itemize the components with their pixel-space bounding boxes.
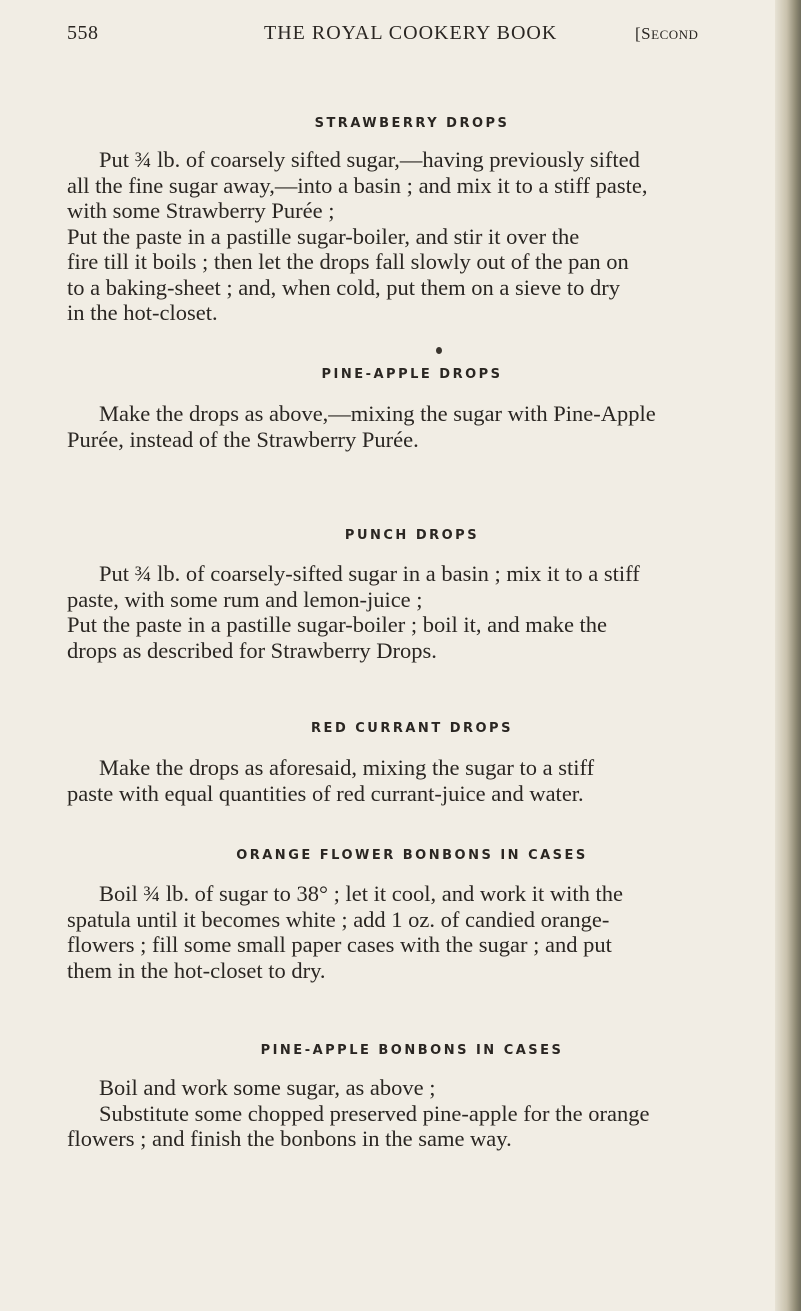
section-label (635, 24, 698, 44)
recipe-title: PINE-APPLE BONBONS IN CASES (260, 1043, 564, 1058)
recipe-title: PINE-APPLE DROPS (321, 367, 503, 382)
text-line: paste, with some rum and lemon-juice ; (67, 586, 423, 612)
text-line: Boil and work some sugar, as above ; (99, 1075, 436, 1100)
recipe-body (67, 881, 761, 983)
text-line: Put ¾ lb. of coarsely sifted sugar,—having previously sifted (99, 147, 640, 172)
text-line: fire till it boils ; then let the drops fall slowly out of the pan on (67, 249, 629, 274)
text-line: to a baking-sheet ; and, when cold, put them on a sieve to dry (67, 274, 620, 300)
text-line: them in the hot-closet to dry. (67, 957, 326, 983)
text-line: Boil ¾ lb. of sugar to 38° ; let it cool, and work it with the (99, 881, 623, 906)
text-line: Substitute some chopped preserved pine-apple for the orange (99, 1100, 650, 1126)
text-line: flowers ; fill some small paper cases with the sugar ; and put (67, 932, 612, 957)
text-line: Put the paste in a pastille sugar-boiler ; boil it, and make the (67, 612, 608, 637)
page-edge-shadow (775, 0, 801, 1311)
text-line: in the hot-closet. (67, 300, 218, 325)
text-line: drops as described for Strawberry Drops. (67, 637, 437, 663)
text-line: all the fine sugar away,—into a basin ; and mix it to a stiff paste, (67, 172, 648, 198)
recipe-body (67, 147, 761, 326)
recipe-title: STRAWBERRY DROPS (314, 116, 510, 131)
text-line: Make the drops as aforesaid, mixing the sugar to a stiff (99, 755, 595, 780)
text-line: paste with equal quantities of red currant-juice and water. (67, 780, 584, 806)
page-number: 558 (67, 22, 99, 44)
text-line: Make the drops as above,—mixing the sugar with Pine-Apple (99, 401, 656, 426)
recipe-body (67, 1075, 761, 1152)
text-line: Put ¾ lb. of coarsely-sifted sugar in a basin ; mix it to a stiff (99, 561, 640, 586)
recipe-title: RED CURRANT DROPS (311, 721, 513, 736)
section-label-first: [S (635, 24, 652, 43)
recipe-title: PUNCH DROPS (344, 528, 480, 543)
text-line: with some Strawberry Purée ; (67, 198, 335, 223)
text-line: spatula until it becomes white ; add 1 oz. of candied orange- (67, 906, 610, 932)
recipe-body (67, 401, 761, 452)
running-title: THE ROYAL COOKERY BOOK (264, 22, 558, 44)
recipe-body (67, 561, 761, 663)
text-line: flowers ; and finish the bonbons in the same way. (67, 1126, 512, 1151)
text-line: Put the paste in a pastille sugar-boiler, and stir it over the (67, 223, 580, 249)
section-label-rest: ECOND (651, 27, 699, 42)
running-header (67, 22, 757, 50)
ink-speck (436, 347, 442, 354)
text-line: Purée, instead of the Strawberry Purée. (67, 426, 419, 452)
recipe-body (67, 755, 761, 806)
recipe-title: ORANGE FLOWER BONBONS IN CASES (236, 848, 588, 863)
